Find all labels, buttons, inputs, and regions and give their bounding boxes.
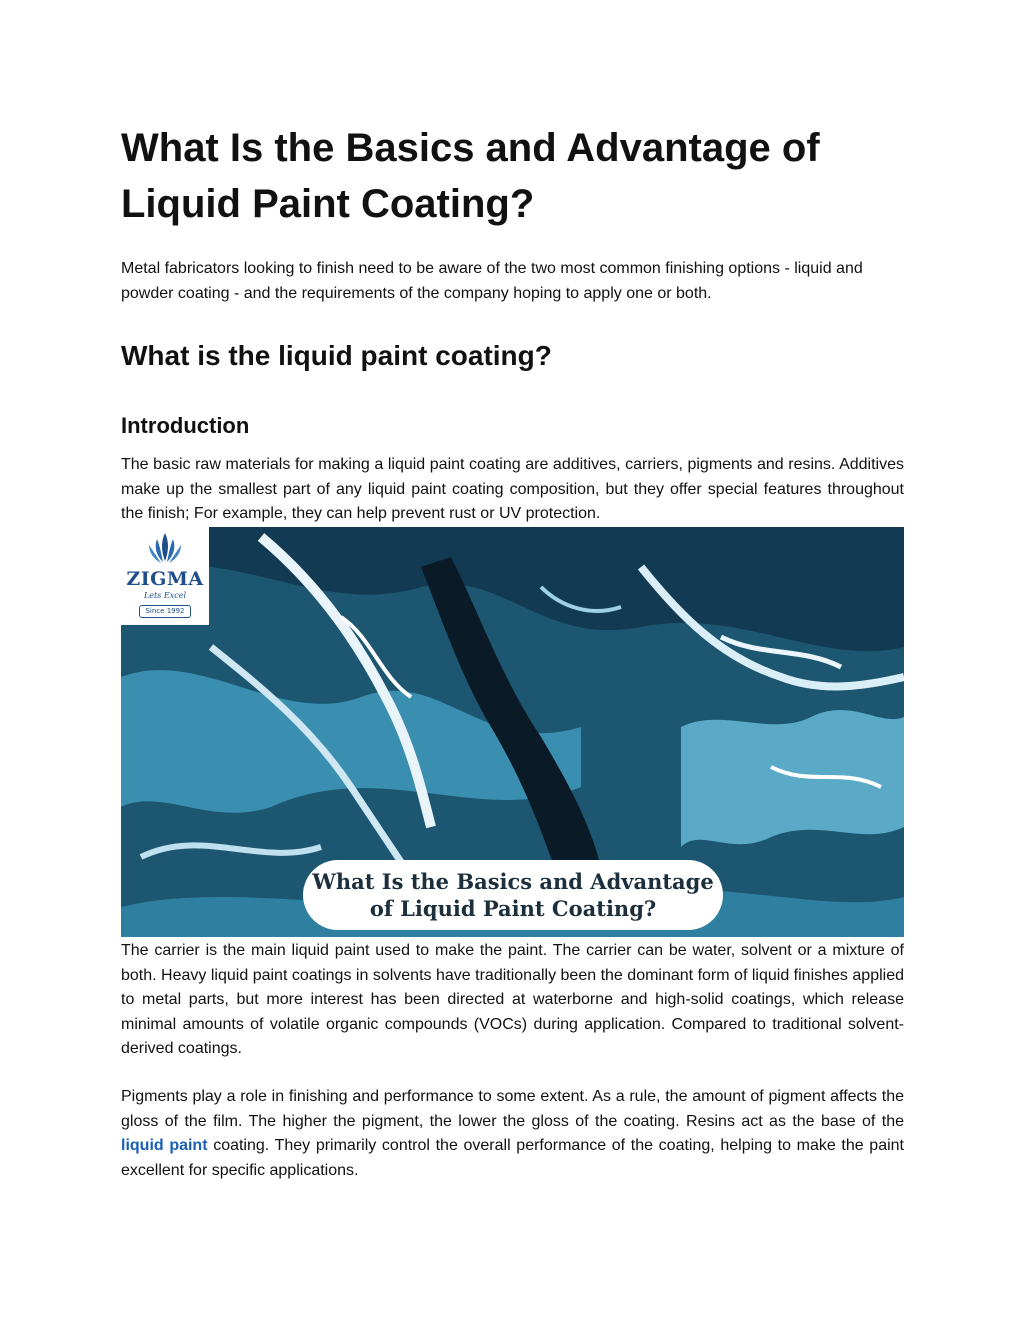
liquid-paint-link[interactable]: liquid paint: [121, 1137, 208, 1154]
paragraph-carrier: The carrier is the main liquid paint used to make the paint. The carrier can be water, solvent or a mixture of both. Heavy liquid paint coatings in solvents have traditionally been the dominant form of liquid finishes applied to metal parts, but more interest has been directed at waterborne and high-solid coatings, which release minimal amounts of volatile organic compounds (VOCs) during application. Compared to traditional solvent-derived coatings.: [121, 942, 904, 1057]
hero-image: [121, 527, 904, 937]
lotus-logo-icon: [121, 527, 209, 567]
banner-line-2: of Liquid Paint Coating?: [369, 896, 657, 921]
paragraph-pigments-text-1: Pigments play a role in finishing and performance to some extent. As a rule, the amount of pigment affects the gloss of the film. The higher the pigment, the lower the gloss of the coating. Resins act as the base of the: [121, 1088, 904, 1130]
section-heading: What is the liquid paint coating?: [121, 340, 552, 371]
zigma-logo: [121, 527, 209, 625]
image-banner: [303, 860, 723, 930]
logo-wordmark: ZIGMA: [126, 568, 204, 590]
subheading: Introduction: [121, 413, 250, 438]
logo-since-badge: Since 1992: [139, 605, 191, 618]
logo-tagline: Lets Excel: [143, 591, 187, 600]
paragraph-pigments: [121, 1085, 904, 1183]
paragraph-raw-materials: The basic raw materials for making a liquid paint coating are additives, carriers, pigments and resins. Additives make up the smallest part of any liquid paint coating composition, but they offer special features throughout the finish; For example, they can help prevent rust or UV protection.: [121, 456, 904, 522]
intro-paragraph: Metal fabricators looking to finish need to be aware of the two most common finishing options - liquid and powder coating - and the requirements of the company hoping to apply one or both.: [121, 260, 863, 302]
page-title: What Is the Basics and Advantage of Liquid Paint Coating?: [121, 126, 820, 226]
banner-line-1: What Is the Basics and Advantage: [312, 869, 714, 894]
paragraph-pigments-text-2: coating. They primarily control the overall performance of the coating, helping to make the paint excellent for specific applications.: [121, 1137, 904, 1179]
